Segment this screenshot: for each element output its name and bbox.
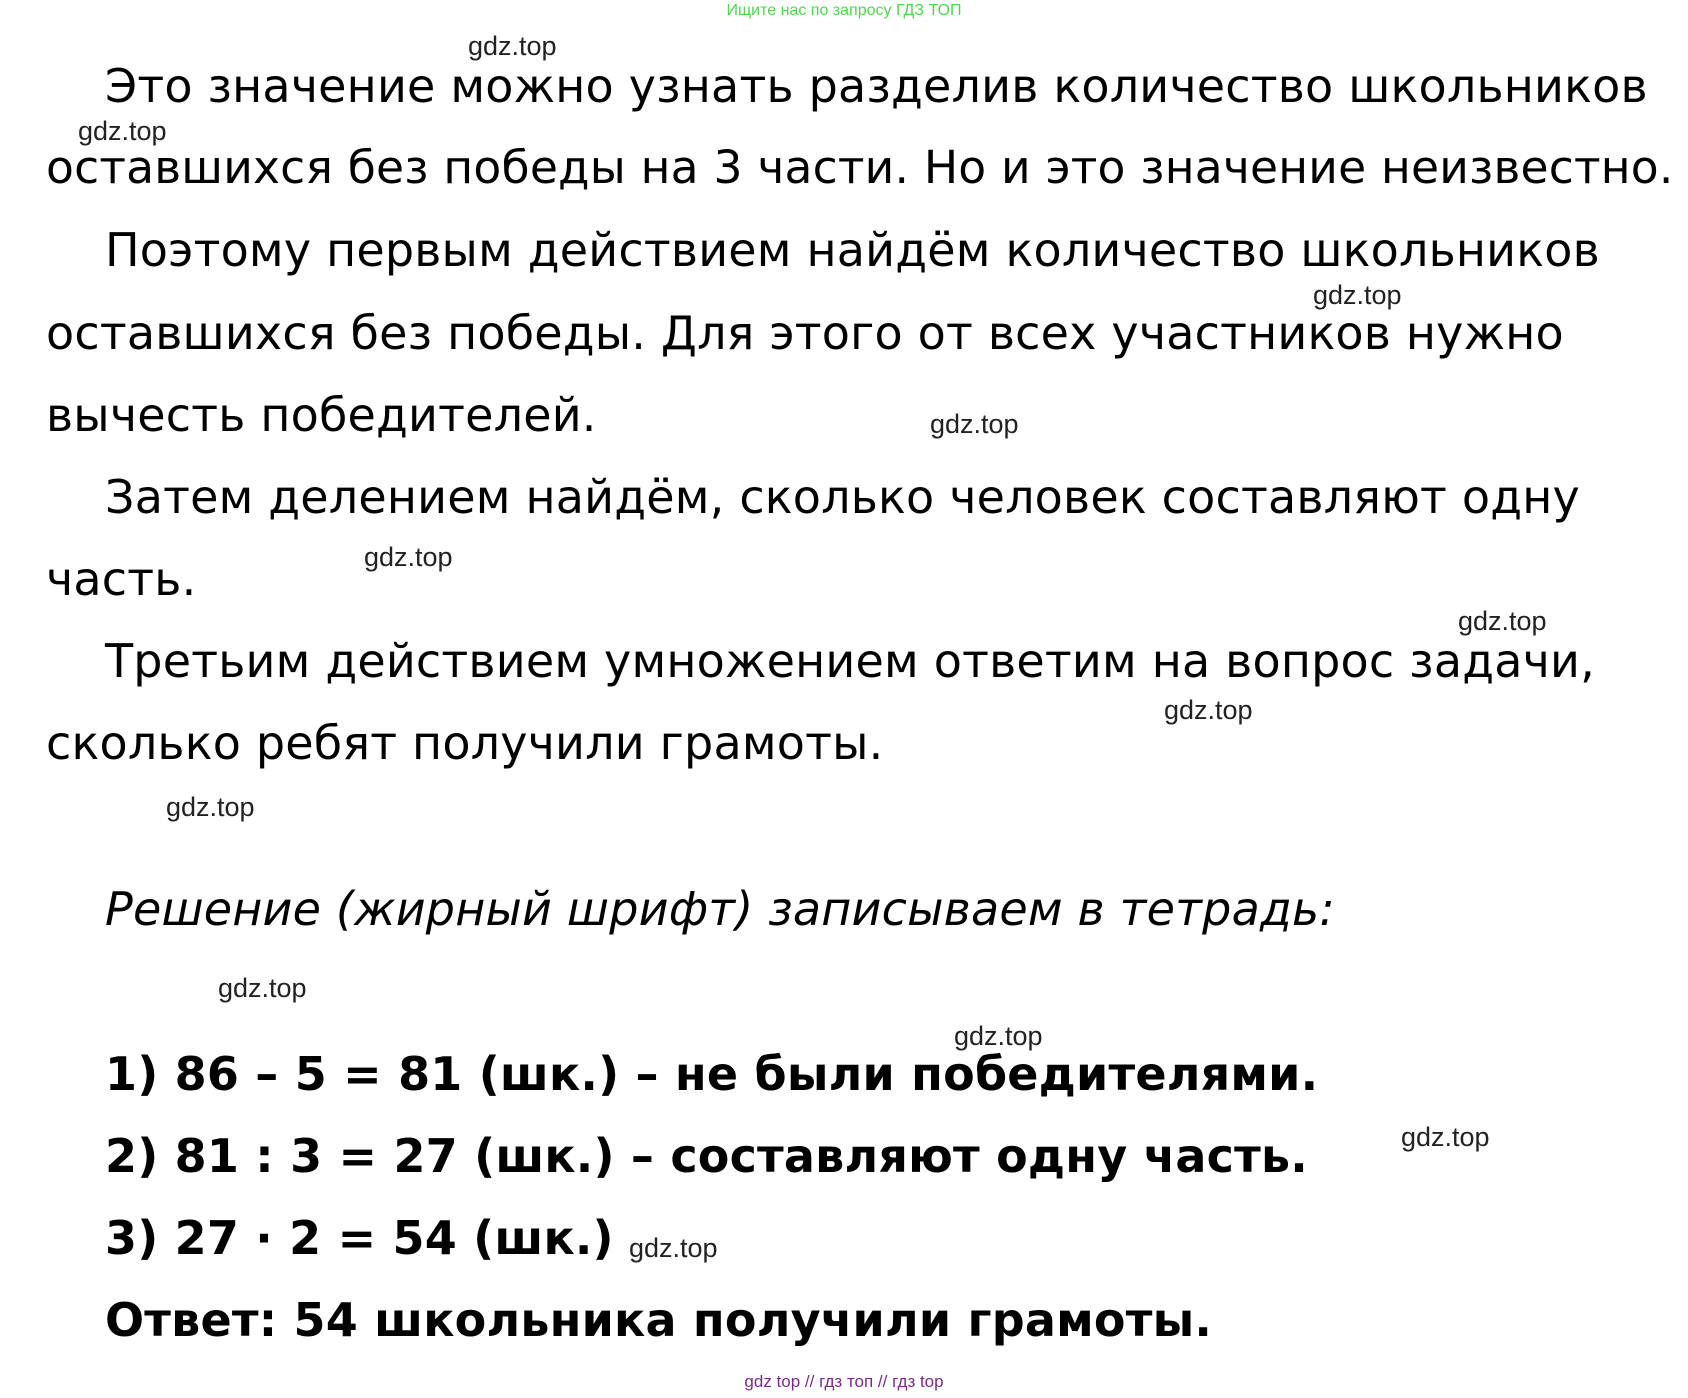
watermark: gdz.top — [954, 1021, 1043, 1051]
top-banner: Ищите нас по запросу ГДЗ ТОП — [726, 2, 962, 19]
paragraph-line: часть. — [46, 552, 197, 606]
watermark: gdz.top — [1401, 1122, 1490, 1152]
paragraph-line: оставшихся без победы на 3 части. Но и это значение неизвестно. — [46, 141, 1674, 194]
solution-step: 3) 27 · 2 = 54 (шк.) — [105, 1211, 614, 1265]
watermark: gdz.top — [629, 1233, 718, 1263]
paragraph-line: Это значение можно узнать разделив количество школьников — [105, 59, 1648, 113]
paragraph-line: Затем делением найдём, сколько человек составляют одну — [105, 470, 1580, 524]
watermark: gdz.top — [364, 542, 453, 572]
paragraph-line: оставшихся без победы. Для этого от всех участников нужно — [46, 306, 1564, 360]
solution-heading: Решение (жирный шрифт) записываем в тетрадь: — [105, 882, 1335, 936]
watermark: gdz.top — [930, 409, 1019, 439]
solution-step: 2) 81 : 3 = 27 (шк.) – составляют одну часть. — [105, 1129, 1308, 1183]
paragraph-line: сколько ребят получили грамоты. — [46, 716, 884, 770]
solution-step: 1) 86 – 5 = 81 (шк.) – не были победителями. — [105, 1047, 1319, 1101]
paragraph-line: вычесть победителей. — [46, 388, 597, 442]
answer-line: Ответ: 54 школьника получили грамоты. — [105, 1293, 1213, 1347]
paragraph-line: Поэтому первым действием найдём количество школьников — [105, 223, 1600, 277]
watermark: gdz.top — [468, 31, 557, 61]
watermark: gdz.top — [166, 792, 255, 822]
watermark: gdz.top — [1164, 695, 1253, 725]
footer-caption: gdz top // гдз топ // гдз top — [744, 1372, 944, 1391]
watermark: gdz.top — [218, 973, 307, 1003]
paragraph-line: Третьим действием умножением ответим на вопрос задачи, — [105, 634, 1595, 688]
watermark: gdz.top — [1313, 280, 1402, 310]
watermark: gdz.top — [78, 116, 167, 146]
watermark: gdz.top — [1458, 606, 1547, 636]
